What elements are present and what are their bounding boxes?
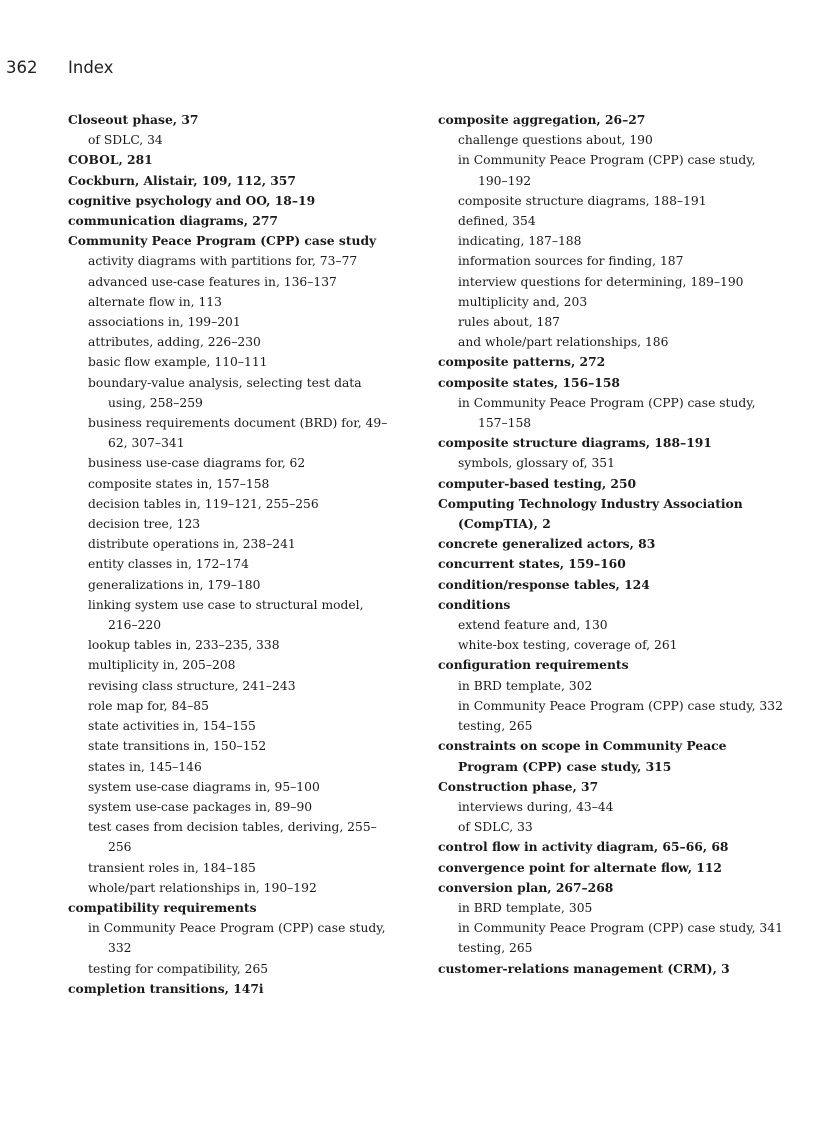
page-number: 362 — [6, 58, 38, 77]
index-subentry: of SDLC, 33 — [458, 820, 533, 835]
index-entry: conversion plan, 267–268 — [438, 879, 614, 895]
index-subentry: challenge questions about, 190 — [458, 133, 653, 148]
index-subentry: associations in, 199–201 — [88, 315, 241, 330]
index-subentry: role map for, 84–85 — [88, 698, 209, 713]
index-subentry: defined, 354 — [458, 214, 536, 229]
index-subentry: and whole/part relationships, 186 — [458, 335, 669, 350]
index-subentry: extend feature and, 130 — [458, 618, 608, 633]
index-entry: cognitive psychology and OO, 18–19 — [68, 192, 316, 208]
index-entry: composite patterns, 272 — [438, 354, 606, 370]
index-entry: communication diagrams, 277 — [68, 213, 278, 229]
index-subentry: decision tree, 123 — [88, 517, 201, 532]
index-entry: COBOL, 281 — [68, 152, 153, 168]
index-subentry: rules about, 187 — [458, 315, 560, 330]
index-subentry: symbols, glossary of, 351 — [458, 456, 615, 471]
index-entry: composite structure diagrams, 188–191 — [438, 435, 712, 451]
index-subentry: business use-case diagrams for, 62 — [88, 456, 306, 471]
index-entry: constraints on scope in Community Peace Program (CPP) case study, 315 — [438, 738, 727, 774]
index-subentry: system use-case diagrams in, 95–100 — [88, 779, 320, 794]
index-subentry: attributes, adding, 226–230 — [88, 335, 261, 350]
index-subentry: boundary-value analysis, selecting test data using, 258–259 — [88, 375, 362, 410]
index-subentry: testing, 265 — [458, 941, 533, 956]
index-entry: condition/response tables, 124 — [438, 576, 650, 592]
index-subentry: states in, 145–146 — [88, 759, 202, 774]
index-entry: Cockburn, Alistair, 109, 112, 357 — [68, 172, 296, 188]
index-entry: control flow in activity diagram, 65–66, 68 — [438, 839, 729, 855]
index-subentry: in Community Peace Program (CPP) case study, 332 — [88, 921, 386, 956]
index-subentry: business requirements document (BRD) for, 49–62, 307–341 — [88, 416, 388, 451]
index-entry: configuration requirements — [438, 657, 629, 673]
index-subentry: basic flow example, 110–111 — [88, 355, 268, 370]
index-subentry: multiplicity and, 203 — [458, 294, 588, 309]
index-subentry: interviews during, 43–44 — [458, 799, 614, 814]
index-subentry: indicating, 187–188 — [458, 234, 582, 249]
index-subentry: linking system use case to structural model, 216–220 — [88, 597, 364, 633]
index-subentry: information sources for finding, 187 — [458, 254, 684, 269]
index-subentry: in BRD template, 305 — [458, 900, 593, 915]
index-subentry: testing for compatibility, 265 — [88, 961, 269, 976]
index-subentry: interview questions for determining, 189–190 — [458, 274, 744, 289]
index-subentry: test cases from decision tables, deriving, 255–256 — [88, 820, 377, 855]
index-entry: conditions — [438, 596, 511, 612]
index-subentry: entity classes in, 172–174 — [88, 557, 249, 572]
index-subentry: in BRD template, 302 — [458, 678, 593, 693]
index-entry: composite aggregation, 26–27 — [438, 112, 646, 127]
index-subentry: white-box testing, coverage of, 261 — [458, 638, 678, 653]
index-subentry: alternate flow in, 113 — [88, 294, 222, 309]
index-subentry: in Community Peace Program (CPP) case study, 190–192 — [458, 153, 756, 188]
index-entry: Construction phase, 37 — [438, 778, 599, 794]
section-title: Index — [68, 58, 114, 77]
index-subentry: decision tables in, 119–121, 255–256 — [88, 496, 319, 511]
index-subentry: revising class structure, 241–243 — [88, 678, 296, 693]
index-entry: Computing Technology Industry Association (CompTIA), 2 — [438, 495, 743, 532]
index-subentry: in Community Peace Program (CPP) case study, 332 — [458, 698, 783, 713]
index-entry: computer-based testing, 250 — [438, 475, 637, 491]
index-subentry: transient roles in, 184–185 — [88, 860, 256, 875]
index-subentry: composite states in, 157–158 — [88, 476, 270, 491]
index-subentry: state transitions in, 150–152 — [88, 739, 267, 754]
index-entry: completion transitions, 147i — [68, 980, 264, 996]
index-column-left — [68, 110, 390, 999]
index-subentry: in Community Peace Program (CPP) case study, 341 — [458, 921, 783, 936]
index-entry: convergence point for alternate flow, 112 — [438, 859, 722, 875]
running-head — [6, 58, 113, 77]
index-entry: composite states, 156–158 — [438, 374, 620, 390]
index-entry: compatibility requirements — [68, 899, 257, 915]
index-subentry: advanced use-case features in, 136–137 — [88, 274, 337, 289]
index-subentry: whole/part relationships in, 190–192 — [88, 880, 317, 895]
index-entry: concurrent states, 159–160 — [438, 556, 626, 572]
index-subentry: multiplicity in, 205–208 — [88, 658, 236, 673]
index-subentry: lookup tables in, 233–235, 338 — [88, 638, 280, 653]
index-entry: Community Peace Program (CPP) case study — [68, 233, 377, 249]
index-subentry: composite structure diagrams, 188–191 — [458, 193, 707, 208]
index-column-right — [438, 110, 788, 979]
index-subentry: testing, 265 — [458, 719, 533, 734]
index-subentry: distribute operations in, 238–241 — [88, 537, 296, 552]
index-subentry: activity diagrams with partitions for, 73–77 — [88, 254, 358, 269]
index-subentry: in Community Peace Program (CPP) case study, 157–158 — [458, 395, 756, 431]
index-entry: customer-relations management (CRM), 3 — [438, 960, 730, 976]
index-subentry: generalizations in, 179–180 — [88, 577, 261, 592]
index-subentry: of SDLC, 34 — [88, 133, 163, 148]
index-entry: concrete generalized actors, 83 — [438, 536, 656, 552]
index-subentry: state activities in, 154–155 — [88, 719, 256, 734]
index-entry: Closeout phase, 37 — [68, 112, 199, 127]
index-subentry: system use-case packages in, 89–90 — [88, 799, 313, 814]
